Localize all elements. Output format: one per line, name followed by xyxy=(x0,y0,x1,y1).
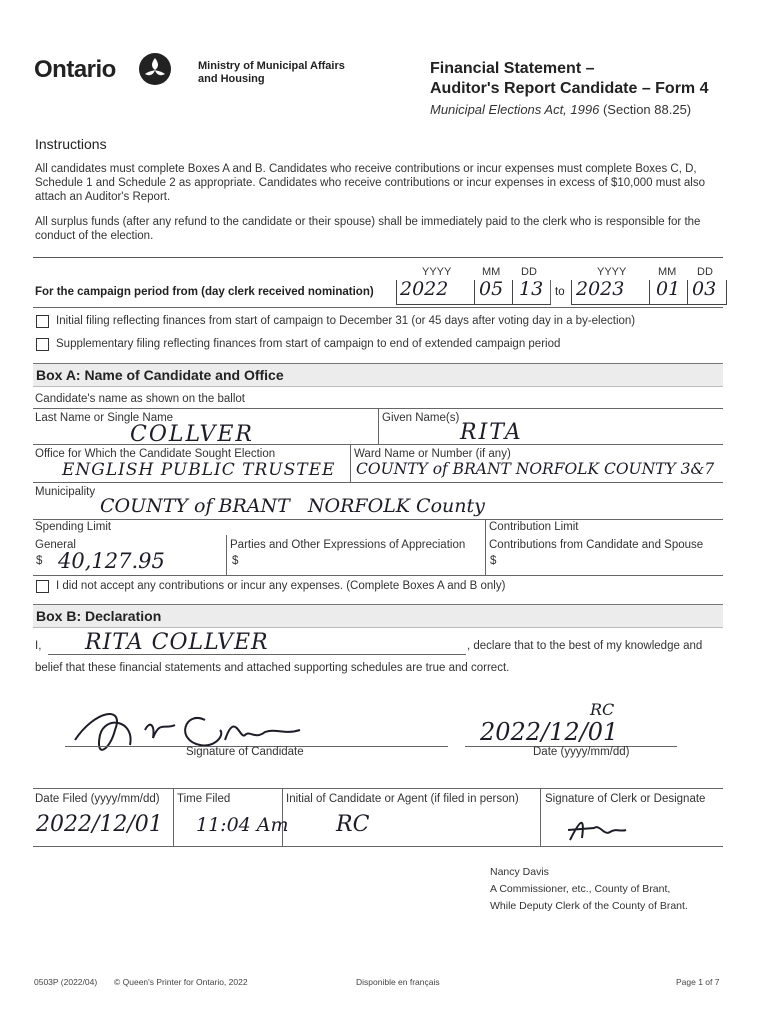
form-code: 0503P (2022/04) xyxy=(34,977,98,987)
time-filed-label: Time Filed xyxy=(177,793,231,805)
instructions-heading: Instructions xyxy=(35,136,107,152)
office-label: Office for Which the Candidate Sought Election xyxy=(35,448,276,460)
form-title-1: Financial Statement – xyxy=(430,60,595,77)
to-label: to xyxy=(555,286,565,298)
ballot-note: Candidate's name as shown on the ballot xyxy=(35,393,245,405)
contributions-dollar: $ xyxy=(490,555,497,567)
declarant-name[interactable]: RITA COLLVER xyxy=(85,630,269,655)
ward-label: Ward Name or Number (if any) xyxy=(354,448,511,460)
ward-value[interactable]: COUNTY of BRANT NORFOLK COUNTY 3&7 xyxy=(356,460,715,478)
date-label: Date (yyyy/mm/dd) xyxy=(533,746,630,758)
municipality-label: Municipality xyxy=(35,486,96,498)
stamp-line-3: While Deputy Clerk of the County of Brant. xyxy=(490,900,688,912)
page-number: Page 1 of 7 xyxy=(676,977,720,987)
act-reference xyxy=(430,102,691,117)
general-value[interactable]: 40,127.95 xyxy=(58,549,165,573)
parties-dollar: $ xyxy=(232,555,239,567)
last-name-label: Last Name or Single Name xyxy=(35,412,174,424)
no-contributions-checkbox[interactable] xyxy=(36,580,49,593)
from-day[interactable]: 13 xyxy=(519,278,544,300)
act-name: Municipal Elections Act, 1996 xyxy=(430,102,600,117)
no-contributions-label: I did not accept any contributions or incur any expenses. (Complete Boxes A and B only) xyxy=(56,580,506,592)
col-mm-1: MM xyxy=(482,266,501,278)
initial-value[interactable]: RC xyxy=(336,812,370,837)
last-name-value[interactable]: COLLVER xyxy=(130,422,254,447)
period-label: For the campaign period from (day clerk received nomination) xyxy=(35,286,374,298)
given-name-label: Given Name(s) xyxy=(382,412,460,424)
trillium-icon xyxy=(138,52,172,86)
to-year[interactable]: 2023 xyxy=(576,278,625,300)
general-label: General xyxy=(35,539,76,551)
col-mm-2: MM xyxy=(658,266,677,278)
clerk-signature[interactable] xyxy=(560,810,630,846)
given-name-value[interactable]: RITA xyxy=(460,420,523,445)
to-day[interactable]: 03 xyxy=(692,278,717,300)
logo-text: Ontario xyxy=(34,56,116,83)
declaration-date[interactable]: 2022/12/01 xyxy=(480,718,619,746)
to-month[interactable]: 01 xyxy=(656,278,681,300)
initial-filing-label: Initial filing reflecting finances from start of campaign to December 31 (or 45 days after voting day in a by-election) xyxy=(56,315,636,327)
copyright: © Queen's Printer for Ontario, 2022 xyxy=(114,977,248,987)
box-a-title: Box A: Name of Candidate and Office xyxy=(36,367,284,383)
date-filed-value[interactable]: 2022/12/01 xyxy=(36,812,163,837)
from-year[interactable]: 2022 xyxy=(400,278,449,300)
act-section: (Section 88.25) xyxy=(602,102,692,117)
supplementary-filing-checkbox[interactable] xyxy=(36,338,49,351)
signature-label: Signature of Candidate xyxy=(186,746,304,758)
municipality-value[interactable]: COUNTY of BRANT NORFOLK County xyxy=(100,495,485,517)
col-dd-2: DD xyxy=(697,266,713,278)
clerk-signature-label: Signature of Clerk or Designate xyxy=(545,793,706,805)
supplementary-filing-label: Supplementary filing reflecting finances from start of campaign to end of extended campaign period xyxy=(56,338,561,350)
candidate-signature[interactable] xyxy=(55,690,355,770)
time-filed-value[interactable]: 11:04 Am xyxy=(196,814,289,836)
contribution-limit-label: Contribution Limit xyxy=(489,521,579,533)
ontario-logo xyxy=(34,52,174,92)
stamp-line-2: A Commissioner, etc., County of Brant, xyxy=(490,883,671,895)
date-filed-label: Date Filed (yyyy/mm/dd) xyxy=(35,793,160,805)
parties-label: Parties and Other Expressions of Appreciation xyxy=(230,539,466,551)
office-value[interactable]: ENGLISH PUBLIC TRUSTEE xyxy=(62,460,336,480)
col-dd-1: DD xyxy=(521,266,537,278)
col-yyyy-2: YYYY xyxy=(597,266,627,278)
col-yyyy-1: YYYY xyxy=(422,266,452,278)
instructions-para-1: All candidates must complete Boxes A and B. Candidates who receive contributions or incur expenses must complete Boxes C, D, Schedule 1 and Schedule 2 as appropriate. Candidates who receive contributions or incur expenses in excess of $10,000 must also attach an Auditor's Report. xyxy=(35,163,705,203)
general-dollar: $ xyxy=(36,555,43,567)
commissioner-stamp xyxy=(490,864,688,915)
spending-limit-label: Spending Limit xyxy=(35,521,112,533)
stamp-line-1: Nancy Davis xyxy=(490,866,549,878)
declaration-text: , declare that to the best of my knowledge and xyxy=(467,640,703,652)
declaration-initials: RC xyxy=(590,700,615,719)
french-note: Disponible en français xyxy=(356,977,440,987)
declaration-i: I, xyxy=(35,640,42,652)
form-title-2: Auditor's Report Candidate – Form 4 xyxy=(430,80,709,97)
contributions-label: Contributions from Candidate and Spouse xyxy=(489,539,704,551)
initial-filing-checkbox[interactable] xyxy=(36,315,49,328)
instructions-para-2: All surplus funds (after any refund to the candidate or their spouse) shall be immediately paid to the clerk who is responsible for the conduct of the election. xyxy=(35,216,701,242)
box-a-header xyxy=(33,363,723,387)
belief-text: belief that these financial statements and attached supporting schedules are true and correct. xyxy=(35,662,510,674)
box-b-title: Box B: Declaration xyxy=(36,608,162,624)
box-b-header xyxy=(33,604,723,628)
initial-label: Initial of Candidate or Agent (if filed in person) xyxy=(286,793,519,805)
from-month[interactable]: 05 xyxy=(479,278,504,300)
ministry-name: Ministry of Municipal Affairs and Housing xyxy=(198,60,345,85)
